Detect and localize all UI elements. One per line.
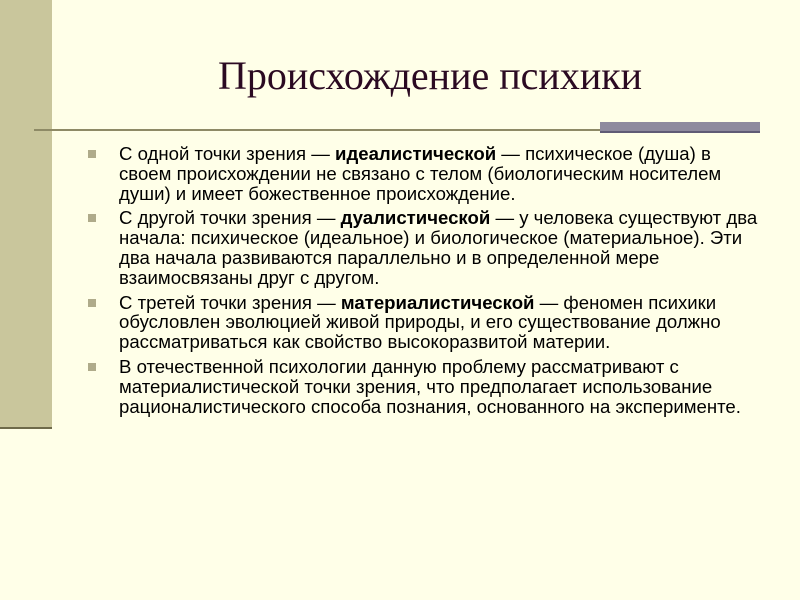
square-bullet-icon bbox=[88, 150, 96, 158]
bullet-text-after: — у человека существуют два начала: психическое (идеальное) и биологическое (материальное). Эти два начала развиваются параллельно и в определенной мере взаимосвязаны друг с другом. bbox=[119, 207, 758, 288]
square-bullet-icon bbox=[88, 363, 96, 371]
title-accent-bar-shadow bbox=[600, 131, 760, 133]
bullet-item-domestic-psychology bbox=[88, 357, 758, 416]
bullet-text-before: С другой точки зрения — bbox=[119, 207, 341, 229]
bullet-item-dualistic bbox=[88, 208, 758, 287]
title-underline bbox=[34, 129, 600, 131]
bullet-text-bold: идеалистической bbox=[335, 143, 497, 164]
bullet-text-after: — психическое (душа) в своем происхождении не связано с телом (биологическим носителем души) и имеет божественное происхождение. bbox=[119, 143, 722, 204]
bullet-text bbox=[119, 207, 757, 287]
title-accent-bar bbox=[600, 122, 760, 131]
bullet-text-before: В отечественной психологии данную проблему рассматривают с материалистической точки зрения, что предполагает использование рационалистического способа познания, основанного на эксперименте. bbox=[119, 355, 741, 417]
bullet-list bbox=[88, 144, 758, 421]
bullet-text-bold: дуалистической bbox=[340, 207, 491, 229]
side-band bbox=[0, 0, 52, 428]
bullet-text-before: С одной точки зрения — bbox=[119, 143, 336, 164]
bullet-text bbox=[119, 143, 721, 204]
square-bullet-icon bbox=[88, 214, 96, 222]
bullet-text-after: — феномен психики обусловлен эволюцией живой природы, и его существование должно рассматриваться как свойство высокоразвитой материи. bbox=[119, 291, 721, 353]
bullet-item-idealistic bbox=[88, 144, 758, 203]
slide-title: Происхождение психики bbox=[217, 53, 643, 98]
bullet-text-bold: материалистической bbox=[340, 291, 535, 313]
bullet-text-before: С третей точки зрения — bbox=[119, 291, 341, 313]
bullet-item-materialistic bbox=[88, 293, 758, 352]
bullet-text bbox=[119, 356, 741, 417]
bullet-text bbox=[119, 292, 721, 353]
square-bullet-icon bbox=[88, 299, 96, 307]
side-band-edge bbox=[0, 427, 52, 429]
